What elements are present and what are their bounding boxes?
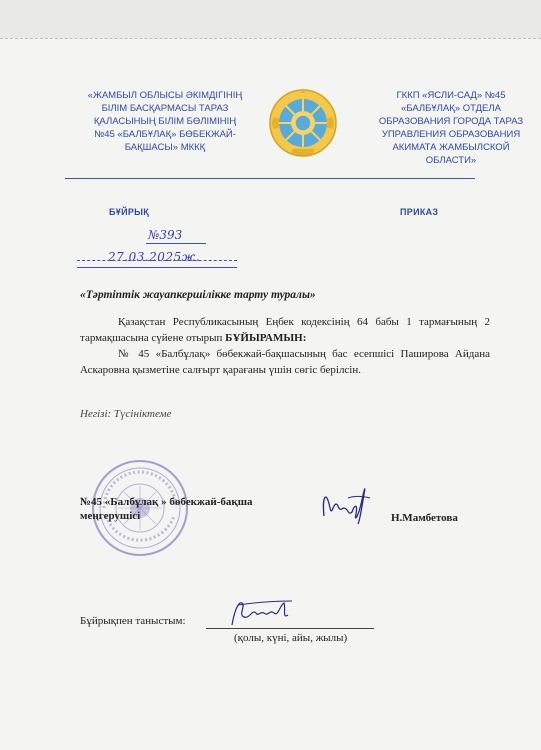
- head-signature-icon: [318, 478, 378, 528]
- head-name: Н.Мамбетова: [391, 512, 458, 524]
- header-right-line: ОБЛАСТИ»: [425, 155, 477, 166]
- order-keyword: БҰЙЫРАМЫН:: [225, 331, 307, 344]
- header-right-line: «БАЛБҰЛАҚ» ОТДЕЛА: [401, 103, 501, 114]
- header-left-line: №45 «БАЛБҰЛАҚ» БӨБЕКЖАЙ-: [94, 129, 236, 140]
- order-decision-paragraph: № 45 «Балбұлақ» бөбекжай-бақшасының бас есепшісі Паширова Айдана Аскаровна қызметіне салғырт қарағаны үшін сөгіс берілсін.: [80, 348, 490, 376]
- header-org-kazakh: [70, 89, 260, 154]
- order-basis-paragraph: [80, 315, 490, 346]
- acknowledgement-signature-icon: [228, 595, 298, 630]
- scan-edge: [0, 0, 541, 38]
- header-divider: [65, 178, 475, 179]
- basis-note: Негізі: Түсініктеме: [80, 408, 172, 420]
- acknowledgement-label: Бұйрықпен таныстым:: [80, 615, 186, 627]
- header-right-line: ГККП «ЯСЛИ-САД» №45: [396, 90, 506, 101]
- acknowledgement-hint: (қолы, күні, айы, жылы): [234, 632, 348, 644]
- header-left-line: ҚАЛАСЫНЫҢ БІЛІМ БӨЛІМІНІҢ: [93, 116, 237, 127]
- header-right-line: АКИМАТА ЖАМБЫЛСКОЙ: [392, 142, 510, 153]
- head-position: №45 «Балбұлақ » бөбекжай-бақша меңгерушісі: [80, 496, 253, 522]
- state-emblem-icon: [268, 87, 338, 159]
- order-title-kazakh: БҰЙРЫҚ: [109, 207, 150, 217]
- header-right-line: УПРАВЛЕНИЯ ОБРАЗОВАНИЯ: [381, 129, 521, 140]
- order-date: 27.03.2025ж.: [108, 250, 201, 264]
- order-date-upper-line: [77, 260, 237, 261]
- header-org-russian: [362, 89, 540, 167]
- order-number: №393: [148, 228, 183, 242]
- scan-fold-line: [0, 38, 541, 39]
- header-left-line: БАҚШАСЫ» МККҚ: [124, 142, 206, 153]
- order-subject: «Тәртіптік жауапкершілікке тарту туралы»: [80, 289, 316, 301]
- order-number-line: [146, 243, 206, 244]
- header-left-line: БІЛІМ БАСҚАРМАСЫ ТАРАЗ: [101, 103, 229, 114]
- header-right-line: ОБРАЗОВАНИЯ ГОРОДА ТАРАЗ: [378, 116, 524, 127]
- header-left-line: «ЖАМБЫЛ ОБЛЫСЫ ӘКІМДІГІНІҢ: [87, 90, 243, 101]
- order-title-russian: ПРИКАЗ: [400, 207, 439, 217]
- order-date-line: [77, 267, 237, 268]
- order-basis-text: Қазақстан Республикасының Еңбек кодексінің 64 бабы 1 тармағының 2 тармақшасына сүйене отырып: [80, 316, 490, 344]
